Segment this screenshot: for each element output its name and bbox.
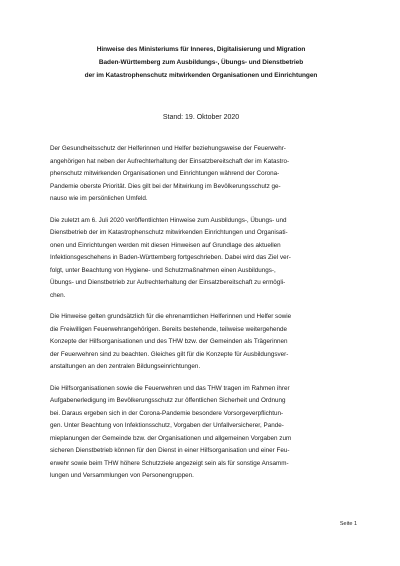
paragraph-2: [50, 215, 354, 303]
title-line: Baden-Württemberg zum Ausbildungs-, Übungs- und Dienstbetrieb: [98, 59, 304, 66]
paragraph-3: [50, 311, 354, 374]
text-line: folgt, unter Beachtung von Hygiene- und Schutzmaßnahmen einen Ausbildungs-,: [50, 266, 276, 274]
text-line: Aufgabenerledigung im Bevölkerungsschutz zur öffentlichen Sicherheit und Ordnung: [50, 397, 286, 404]
text-line: bei. Daraus ergeben sich in der Corona-Pandemie besondere Vorsorgeverpflichtun-: [50, 409, 284, 417]
text-line: Übungs- und Dienstbetrieb zur Aufrechterhaltung der Einsatzbereitschaft zu ermögli-: [50, 279, 286, 286]
text-line: nauso wie im persönlichen Umfeld.: [50, 195, 148, 202]
text-line: chen.: [50, 291, 66, 299]
text-line: der Feuerwehren sind zu beachten. Gleiches gilt für die Konzepte für Ausbildungsver-: [50, 350, 289, 358]
text-line: Konzepte der Hilfsorganisationen und des THW bzw. der Gemeinden als Trägerinnen: [50, 338, 288, 345]
text-line: sicheren Dienstbetrieb können für den Dienst in einer Hilfsorganisation und einer Feu-: [50, 447, 290, 454]
text-line: Infektionsgeschehens in Baden-Württemberg fortgeschrieben. Dabei wird das Ziel ver-: [50, 254, 291, 261]
text-line: mieplanungen der Gemeinde bzw. der Organisationen und allgemeinen Vorgaben zum: [50, 434, 292, 442]
document-body: [50, 143, 354, 492]
text-line: lungen und Versammlungen von Personengruppen.: [50, 472, 194, 479]
paragraph-4: [50, 383, 354, 483]
page-number: Seite 1: [339, 521, 357, 527]
text-line: phenschutz mitwirkenden Organisationen und Einrichtungen während der Corona-: [50, 170, 280, 177]
title-line: der im Katastrophenschutz mitwirkenden Organisationen und Einrichtungen: [84, 72, 318, 79]
text-line: Die Hinweise gelten grundsätzlich für die ehrenamtlichen Helferinnen und Helfer sowie: [50, 313, 292, 320]
text-line: Die zuletzt am 6. Juli 2020 veröffentlichten Hinweise zum Ausbildungs-, Übungs- und: [50, 216, 287, 224]
text-line: Pandemie oberste Priorität. Dies gilt bei der Mitwirkung im Bevölkerungsschutz ge-: [50, 182, 281, 190]
text-line: die Freiwilligen Feuerwehrangehörigen. Bereits bestehende, teilweise weitergehende: [50, 325, 287, 333]
document-title: [40, 43, 362, 82]
paragraph-1: [50, 143, 354, 206]
text-line: Der Gesundheitsschutz der Helferinnen und Helfer beziehungsweise der Feuerwehr-: [50, 145, 286, 152]
text-line: gen. Unter Beachtung von Infektionsschutz, Vorgaben der Unfallversicherer, Pande-: [50, 422, 284, 429]
text-line: anstaltungen an den zentralen Bildungseinrichtungen.: [50, 363, 201, 370]
text-line: erwehr sowie beim THW höhere Schutzziele angezeigt sein als für sonstige Ansamm-: [50, 459, 289, 467]
text-line: angehörigen hat neben der Aufrechterhaltung der Einsatzbereitschaft der im Katastro-: [50, 157, 290, 165]
title-line: Hinweise des Ministeriums für Inneres, Digitalisierung und Migration: [96, 46, 306, 53]
text-line: Die Hilfsorganisationen sowie die Feuerwehren und das THW tragen im Rahmen ihrer: [50, 384, 290, 392]
text-line: onen und Einrichtungen werden mit diesen Hinweisen auf Grundlage des aktuellen: [50, 241, 281, 249]
text-line: Dienstbetrieb der im Katastrophenschutz mitwirkenden Einrichtungen und Organisati-: [50, 229, 288, 236]
document-date: Stand: 19. Oktober 2020: [162, 114, 240, 121]
